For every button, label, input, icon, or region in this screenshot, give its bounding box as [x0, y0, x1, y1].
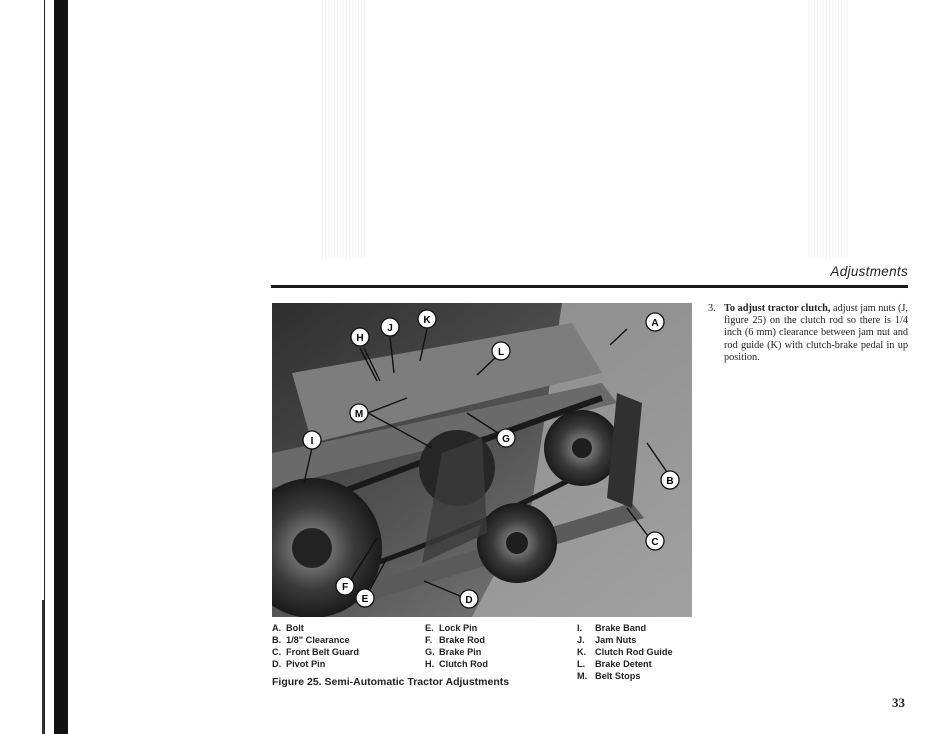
svg-text:C: C: [651, 537, 659, 548]
header-rule: [271, 285, 908, 288]
legend-item: C. Front Belt Guard: [272, 647, 359, 657]
callout-g: [497, 429, 515, 447]
step-text: adjust jam nuts (J, figure 25) on the clutch rod so there is 1/4 inch (6 mm) clearance between jam nut and rod guide (K) with clutch-brake pedal in up position.: [724, 303, 908, 363]
svg-text:G: G: [502, 434, 510, 445]
figure-legend-column-3: [577, 622, 673, 682]
callout-m: [350, 404, 368, 422]
legend-item: E. Lock Pin: [425, 623, 478, 633]
svg-text:J: J: [387, 323, 393, 334]
binding-spine: [54, 0, 68, 734]
step-number: 3.: [708, 303, 716, 314]
callout-i: [303, 431, 321, 449]
page-number: 33: [892, 695, 905, 710]
legend-item: D. Pivot Pin: [272, 659, 326, 669]
svg-text:E: E: [361, 594, 369, 605]
callout-d: [460, 590, 478, 608]
figure-legend-column-1: [272, 622, 359, 670]
legend-item: I. Brake Band: [577, 623, 647, 633]
callout-k: [418, 310, 436, 328]
callout-c: [646, 532, 664, 550]
legend-item: K. Clutch Rod Guide: [577, 647, 673, 657]
step-lead: To adjust tractor clutch,: [724, 303, 831, 314]
callout-e: [356, 589, 374, 607]
svg-text:L: L: [497, 347, 505, 358]
step-body: [724, 303, 908, 364]
binding-edge-shadow: [42, 600, 44, 734]
legend-item: L. Brake Detent: [577, 659, 652, 669]
scan-noise-left: [322, 0, 367, 258]
callout-b: [661, 471, 679, 489]
svg-text:D: D: [465, 595, 473, 606]
svg-text:H: H: [356, 333, 364, 344]
callout-h: [351, 328, 369, 346]
callout-a: [646, 313, 664, 331]
legend-item: M. Belt Stops: [577, 671, 641, 681]
figure-legend-column-2: [425, 622, 488, 670]
legend-item: H. Clutch Rod: [425, 659, 488, 669]
instruction-step: [708, 303, 908, 364]
svg-text:A: A: [651, 318, 659, 329]
svg-text:I: I: [310, 436, 314, 447]
svg-text:B: B: [666, 476, 674, 487]
figure-caption: Figure 25. Semi-Automatic Tractor Adjustments: [272, 676, 510, 688]
legend-item: A. Bolt: [272, 623, 304, 633]
svg-text:K: K: [423, 315, 431, 326]
section-title: Adjustments: [830, 264, 908, 279]
legend-item: F. Brake Rod: [425, 635, 485, 645]
svg-text:F: F: [341, 582, 349, 593]
tractor-photo-illustration: [272, 303, 692, 617]
legend-item: J. Jam Nuts: [577, 635, 637, 645]
legend-item: B. 1/8" Clearance: [272, 635, 350, 645]
callout-f: [336, 577, 354, 595]
callout-l: [492, 342, 510, 360]
callout-j: [381, 318, 399, 336]
binding-edge-line: [44, 0, 45, 734]
legend-item: G. Brake Pin: [425, 647, 482, 657]
scan-noise-right: [808, 0, 850, 258]
figure-photo: [272, 303, 692, 617]
svg-text:M: M: [354, 409, 364, 420]
